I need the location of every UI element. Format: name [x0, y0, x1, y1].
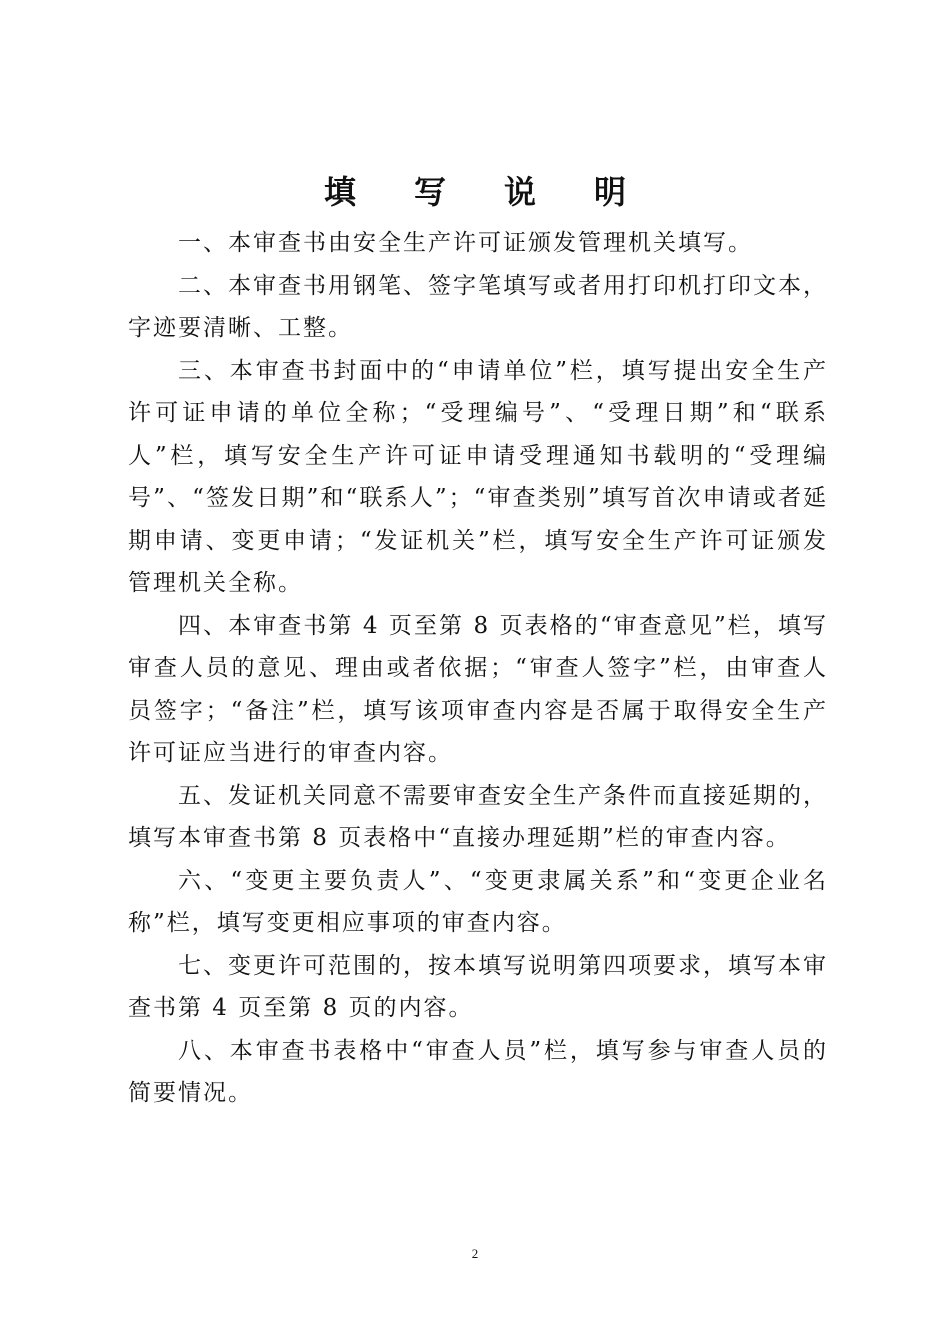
title-char: 说: [504, 173, 537, 211]
page-title: [0, 170, 950, 214]
page-number: 2: [471, 1246, 479, 1261]
instruction-item-8: 八、本审查书表格中“审查人员”栏，填写参与审查人员的简要情况。: [128, 1037, 828, 1106]
instruction-item-4: 四、本审查书第 4 页至第 8 页表格的“审查意见”栏，填写审查人员的意见、理由或者依据；“审查人签字”栏，由审查人员签字；“备注”栏，填写该项审查内容是否属于取得安全生产许可证应当进行的审查内容。: [128, 612, 828, 766]
instruction-item-1: 一、本审查书由安全生产许可证颁发管理机关填写。: [178, 230, 753, 256]
instruction-item-5: 五、发证机关同意不需要审查安全生产条件而直接延期的，填写本审查书第 8 页表格中“直接办理延期”栏的审查内容。: [128, 782, 828, 851]
title-char: 填: [324, 173, 357, 211]
instructions-body: [128, 222, 828, 1115]
instruction-item-7: 七、变更许可范围的，按本填写说明第四项要求，填写本审查书第 4 页至第 8 页的内容。: [128, 952, 828, 1021]
title-char: 明: [594, 173, 627, 211]
title-char: 写: [414, 173, 447, 211]
instruction-item-3: 三、本审查书封面中的“申请单位”栏，填写提出安全生产许可证申请的单位全称；“受理编号”、“受理日期”和“联系人”栏，填写安全生产许可证申请受理通知书载明的“受理编号”、“签发日期”和“联系人”；“审查类别”填写首次申请或者延期申请、变更申请；“发证机关”栏，填写安全生产许可证颁发管理机关全称。: [128, 357, 828, 596]
instruction-item-6: 六、“变更主要负责人”、“变更隶属关系”和“变更企业名称”栏，填写变更相应事项的审查内容。: [128, 867, 828, 936]
instruction-item-2: 二、本审查书用钢笔、签字笔填写或者用打印机打印文本，字迹要清晰、工整。: [128, 272, 828, 341]
